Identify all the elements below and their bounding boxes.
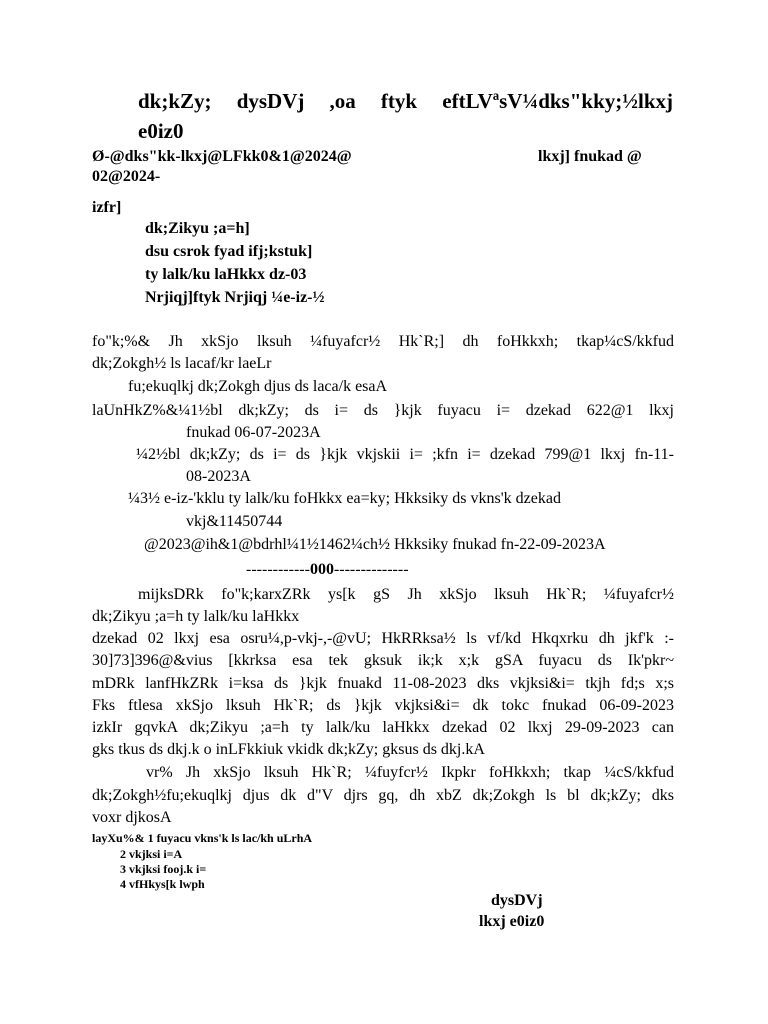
reference-number: Ø-@dks"kk-lkxj@LFkk0&1@2024@: [92, 148, 352, 165]
body-line: gks tkus ds dkj.k o inLFkkiuk vkidk dk;kZy; gksus ds dkj.kA: [92, 741, 485, 758]
reference-item: ¼2½bl dk;kZy; ds i= ds }kjk vkjskii i= ;kfn i= dzekad 799@1 lkxj fn-11-: [136, 446, 674, 463]
subject-line: fu;ekuqlkj dk;Zokgh djus ds laca/k esaA: [128, 378, 388, 395]
separator-mark: 000: [309, 561, 334, 578]
document-title: dk;kZy; dysDVj ,oa ftyk eftLVªsV¼dks"kky;½lkxj: [138, 89, 673, 113]
body-line: mijksDRk fo"k;karxZRk ys[k gS Jh xkSjo lksuh Hk`R; ¼fuyafcr½: [138, 586, 674, 603]
reference-item: @2023@ih&1@bdrhl¼1½1462¼ch½ Hkksiky fnukad fn-22-09-2023A: [144, 536, 606, 553]
reference-date-label: lkxj] fnukad @: [538, 148, 642, 165]
recipient-line: Nrjiqj]ftyk Nrjiqj ¼e-iz-½: [145, 289, 325, 306]
recipient-line: ty lalk/ku laHkkx dz-03: [145, 266, 307, 283]
separator-dashes: ------------: [246, 561, 310, 578]
reference-item: laUnHkZ%&¼1½bl dk;kZy; ds i= ds }kjk fuyacu i= dzekad 622@1 lkxj: [92, 402, 674, 419]
subject-line: fo"k;%& Jh xkSjo lksuh ¼fuyafcr½ Hk`R;] dh foHkkxh; tkap¼cS/kkfud: [92, 333, 674, 350]
document-title-cont: e0iz0: [138, 119, 184, 143]
body-line: mDRk lanfHkZRk i=ksa ds }kjk fnuakd 11-08-2023 dks vkjksi&i= tkjh fd;s x;s: [92, 675, 674, 692]
body-line: voxr djkosA: [92, 809, 172, 826]
signature-place: lkxj e0iz0: [479, 913, 545, 930]
enclosure-item: 2 vkjksi i=A: [120, 847, 183, 861]
body-line: dk;Zokgh½fu;ekuqlkj djus dk d"V djrs gq, dh xbZ dk;Zokgh ls bl dk;kZy; dks: [92, 787, 674, 804]
body-line: vr% Jh xkSjo lksuh Hk`R; ¼fuyfcr½ Ikpkr foHkkxh; tkap ¼cS/kkfud: [146, 764, 674, 781]
signature-name: dysDVj: [491, 892, 543, 909]
enclosure-item: 3 vkjksi fooj.k i=: [120, 862, 207, 876]
body-line: Fks ftlesa xkSjo lksuh Hk`R; ds }kjk vkjksi&i= dk tokc fnukad 06-09-2023: [92, 697, 674, 714]
body-line: dzekad 02 lkxj esa osru¼,p-vkj-,-@vU; HkRRksa½ ls vf/kd Hkqxrku dh jkf'k :-: [92, 630, 674, 647]
reference-item: ¼3½ e-iz-'kklu ty lalk/ku foHkkx ea=ky; Hkksiky ds vkns'k dzekad: [128, 490, 561, 507]
recipient-label: izfr]: [92, 199, 122, 216]
body-line: 30]73]396@&vius [kkrksa esa tek gksuk ik;k x;k gSA fuyacu ds Ik'pkr~: [92, 652, 674, 669]
subject-line: dk;Zokgh½ ls lacaf/kr laeLr: [92, 355, 272, 372]
reference-item: 08-2023A: [186, 468, 251, 485]
body-line: dk;Zikyu ;a=h ty lalk/ku laHkkx: [92, 608, 300, 625]
separator: [246, 561, 409, 579]
enclosures-label: layXu%& 1 fuyacu vkns'k ls lac/kh uLrhA: [92, 831, 313, 845]
reference-item: vkj&11450744: [186, 513, 283, 530]
reference-date: 02@2024-: [92, 168, 161, 185]
body-line: izkIr gqvkA dk;Zikyu ;a=h ty lalk/ku laHkkx dzekad 02 lkxj 29-09-2023 can: [92, 719, 674, 736]
enclosure-item: 4 vfHkys[k lwph: [120, 877, 205, 891]
reference-item: fnukad 06-07-2023A: [186, 424, 321, 441]
recipient-line: dk;Zikyu ;a=h]: [145, 220, 250, 237]
recipient-line: dsu csrok fyad ifj;kstuk]: [145, 243, 313, 260]
separator-dashes: --------------: [333, 561, 409, 578]
